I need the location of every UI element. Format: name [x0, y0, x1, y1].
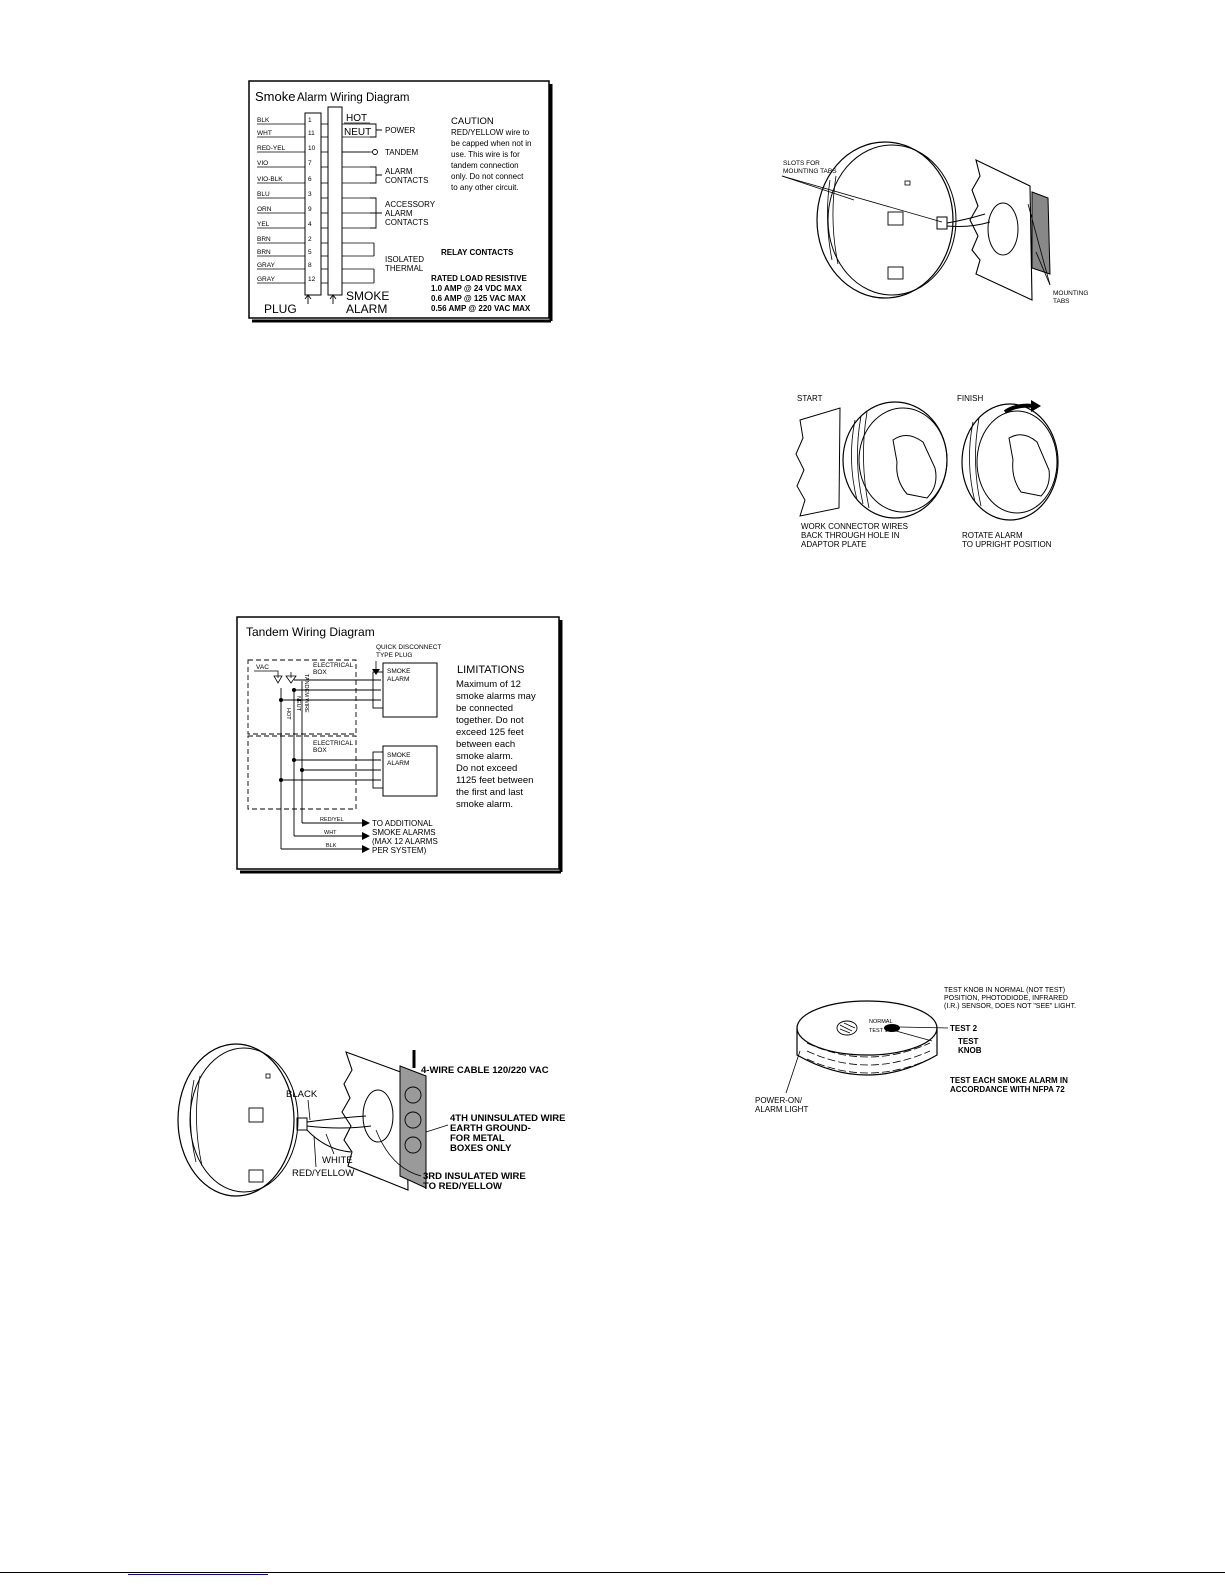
wire-blk-label: BLK — [326, 843, 337, 849]
hot-label: HOT — [346, 113, 368, 124]
test-note-line: TEST KNOB IN NORMAL (NOT TEST) — [944, 987, 1066, 994]
accessory-label-2: ALARM — [385, 209, 413, 218]
additional-line: PER SYSTEM) — [372, 846, 427, 855]
finish-alarm — [962, 404, 1058, 520]
caution-line: tandem connection — [451, 161, 519, 170]
accessory-label-3: CONTACTS — [385, 218, 429, 227]
isolated-label-2: THERMAL — [385, 264, 424, 273]
red-yellow-label: RED/YELLOW — [292, 1168, 355, 1179]
adaptor-plate — [970, 160, 1032, 300]
wire-pin: 11 — [308, 130, 315, 137]
mounting-svg — [780, 140, 1110, 310]
limitations-line: exceed 125 feet — [456, 727, 524, 738]
hot-wire-label: HOT — [285, 708, 291, 720]
white-label: WHITE — [322, 1155, 353, 1166]
normal-label: NORMAL — [869, 1019, 893, 1025]
cable-label: 4-WIRE CABLE 120/220 VAC — [421, 1065, 549, 1076]
work-line: BACK THROUGH HOLE IN — [801, 531, 900, 540]
wire-pin: 9 — [308, 206, 312, 213]
wire-color: VIO — [257, 160, 269, 167]
smoke-title-a: Smoke — [255, 89, 296, 104]
wire-pin: 1 — [308, 117, 312, 124]
alarm-contacts-label-1: ALARM — [385, 167, 413, 176]
relay-contacts-label: RELAY CONTACTS — [441, 248, 514, 257]
rated-load-note — [431, 274, 531, 313]
wire-pin: 6 — [308, 176, 312, 183]
isolated-label-1: ISOLATED — [385, 255, 424, 264]
install-junction-box — [400, 1066, 426, 1188]
finish-hand — [1009, 435, 1049, 496]
wire-red-yel-label: RED/YEL — [320, 817, 344, 823]
neut-wire-label: NEUT — [295, 696, 301, 711]
caution-line: CAUTION — [451, 116, 494, 127]
alarm-body — [817, 142, 953, 298]
test-alarm-vent — [837, 1021, 857, 1035]
tandem-wire-label: TANDEM WIRE — [303, 674, 309, 713]
black-label: BLACK — [286, 1089, 318, 1100]
test-each-line-1: TEST EACH SMOKE ALARM IN — [950, 1076, 1068, 1085]
start-adaptor-plate — [796, 408, 840, 516]
work-line: ADAPTOR PLATE — [801, 540, 867, 549]
wire-pin: 8 — [308, 262, 312, 269]
accessory-label-1: ACCESSORY — [385, 200, 436, 209]
ground-wire-note — [450, 1113, 565, 1154]
electrical-box-label-2a: ELECTRICAL — [313, 740, 354, 747]
tandem-wiring-svg — [236, 616, 564, 874]
rated-line: 1.0 AMP @ 24 VDC MAX — [431, 284, 522, 293]
wire-color: ORN — [257, 206, 272, 213]
ground-line: 4TH UNINSULATED WIRE — [450, 1113, 566, 1124]
limitations-line: together. Do not — [456, 715, 524, 726]
tandem-label: TANDEM — [385, 148, 419, 157]
start-hand — [893, 435, 936, 498]
wire-pin: 5 — [308, 249, 312, 256]
wire-pin: 10 — [308, 145, 316, 152]
smoke-alarm-2-label-a: SMOKE — [387, 752, 411, 759]
plug-label: PLUG — [264, 302, 297, 316]
smoke-alarm-1-label-b: ALARM — [387, 676, 410, 683]
wire-color: GRAY — [257, 276, 275, 283]
ground-line: FOR METAL — [450, 1133, 505, 1144]
wire-pin: 3 — [308, 191, 312, 198]
limitations-line: smoke alarm. — [456, 751, 514, 762]
test1-label: TEST 1 — [869, 1028, 888, 1034]
additional-line: TO ADDITIONAL — [372, 819, 433, 828]
third-wire-line: TO RED/YELLOW — [423, 1181, 502, 1192]
neut-label: NEUT — [344, 127, 372, 138]
smoke-wiring-svg — [248, 80, 554, 323]
rotate-svg — [795, 390, 1085, 560]
electrical-box-label-1b: BOX — [313, 669, 327, 676]
test-knob-illustration — [752, 983, 1112, 1118]
mounting-tabs-label-1: MOUNTING — [1053, 290, 1089, 297]
alarm-contacts-label-2: CONTACTS — [385, 176, 429, 185]
test2-label: TEST 2 — [950, 1024, 978, 1033]
limitations-line: Do not exceed — [456, 763, 518, 774]
smoke-alarm-1-label-a: SMOKE — [387, 668, 411, 675]
wire-color: VIO-BLK — [257, 176, 283, 183]
power-label: POWER — [385, 126, 416, 135]
wire-color: BLK — [257, 117, 270, 124]
limitations-line: Maximum of 12 — [456, 679, 521, 690]
limitations-line: 1125 feet between — [456, 775, 534, 786]
test-note-line: (I.R.) SENSOR, DOES NOT "SEE" LIGHT. — [944, 1003, 1077, 1010]
installation-wiring-illustration — [176, 1040, 576, 1205]
junction-box — [1032, 192, 1050, 274]
wire-color: YEL — [257, 221, 270, 228]
install-svg — [176, 1040, 576, 1205]
caution-note — [451, 116, 532, 192]
ground-line: BOXES ONLY — [450, 1143, 512, 1154]
wire-color: RED-YEL — [257, 145, 286, 152]
power-light-label-2: ALARM LIGHT — [755, 1105, 809, 1114]
start-label: START — [797, 394, 823, 403]
slots-label-1: SLOTS FOR — [783, 160, 820, 167]
wire-pin: 2 — [308, 236, 312, 243]
rotate-line: ROTATE ALARM — [962, 531, 1023, 540]
test-each-line-2: ACCORDANCE WITH NFPA 72 — [950, 1085, 1065, 1094]
slots-label-2: MOUNTING TABS — [783, 168, 837, 175]
limitations-line: smoke alarm. — [456, 799, 514, 810]
mounting-tabs-illustration — [780, 140, 1110, 310]
rotate-line: TO UPRIGHT POSITION — [962, 540, 1052, 549]
ground-line: EARTH GROUND- — [450, 1123, 531, 1134]
smoke-alarm-2-label-b: ALARM — [387, 760, 410, 767]
mounting-tabs-label-2: TABS — [1053, 298, 1070, 305]
test-knob-label-2: KNOB — [958, 1046, 982, 1055]
footer-rule — [0, 1572, 1225, 1573]
electrical-box-label-2b: BOX — [313, 747, 327, 754]
additional-line: SMOKE ALARMS — [372, 828, 436, 837]
additional-line: (MAX 12 ALARMS — [372, 837, 438, 846]
test-alarm-top — [797, 1001, 937, 1055]
quick-disconnect-label-2: TYPE PLUG — [376, 652, 413, 659]
caution-line: RED/YELLOW wire to — [451, 128, 530, 137]
wire-color: GRAY — [257, 262, 275, 269]
wire-pin: 4 — [308, 221, 312, 228]
wire-color: BRN — [257, 236, 271, 243]
limitations-line: the first and last — [456, 787, 524, 798]
smoke-title-b: Alarm Wiring Diagram — [297, 92, 410, 104]
smoke-alarm-label-1: SMOKE — [346, 289, 390, 303]
caution-line: only. Do not connect — [451, 172, 524, 181]
tandem-title: Tandem Wiring Diagram — [246, 625, 375, 639]
rated-line: 0.56 AMP @ 220 VAC MAX — [431, 304, 531, 313]
smoke-alarm-wiring-diagram — [248, 80, 554, 323]
work-line: WORK CONNECTOR WIRES — [801, 522, 908, 531]
install-alarm — [178, 1044, 294, 1196]
electrical-box-label-1a: ELECTRICAL — [313, 662, 354, 669]
limitations-line: between each — [456, 739, 516, 750]
wire-pin: 7 — [308, 160, 312, 167]
test-knob-svg — [752, 983, 1112, 1118]
rotate-alarm-illustration — [795, 390, 1085, 560]
caution-line: to any other circuit. — [451, 183, 519, 192]
limitations-line: smoke alarms may — [456, 691, 536, 702]
test-alarm-side — [797, 1028, 937, 1075]
limitations-line: be connected — [456, 703, 514, 714]
footer-link-underline — [128, 1574, 268, 1575]
smoke-alarm-label-2: ALARM — [346, 302, 388, 316]
tandem-wiring-diagram — [236, 616, 564, 874]
quick-disconnect-label-1: QUICK DISCONNECT — [376, 644, 442, 651]
caution-line: use. This wire is for — [451, 150, 520, 159]
wire-pin: 12 — [308, 276, 316, 283]
limitations-title: LIMITATIONS — [457, 664, 525, 676]
wire-wht-label: WHT — [324, 830, 337, 836]
wire-color: WHT — [257, 130, 272, 137]
power-light-label-1: POWER-ON/ — [755, 1096, 803, 1105]
rated-line: 0.6 AMP @ 125 VAC MAX — [431, 294, 526, 303]
test-knob-label-1: TEST — [958, 1037, 979, 1046]
test-note-line: POSITION, PHOTODIODE, INFRARED — [944, 995, 1068, 1002]
wire-color: BLU — [257, 191, 270, 198]
caution-line: be capped when not in — [451, 139, 532, 148]
vac-label: VAC — [256, 664, 269, 671]
rated-line: RATED LOAD RESISTIVE — [431, 274, 527, 283]
third-wire-line: 3RD INSULATED WIRE — [423, 1171, 526, 1182]
finish-label: FINISH — [957, 394, 984, 403]
wire-color: BRN — [257, 249, 271, 256]
